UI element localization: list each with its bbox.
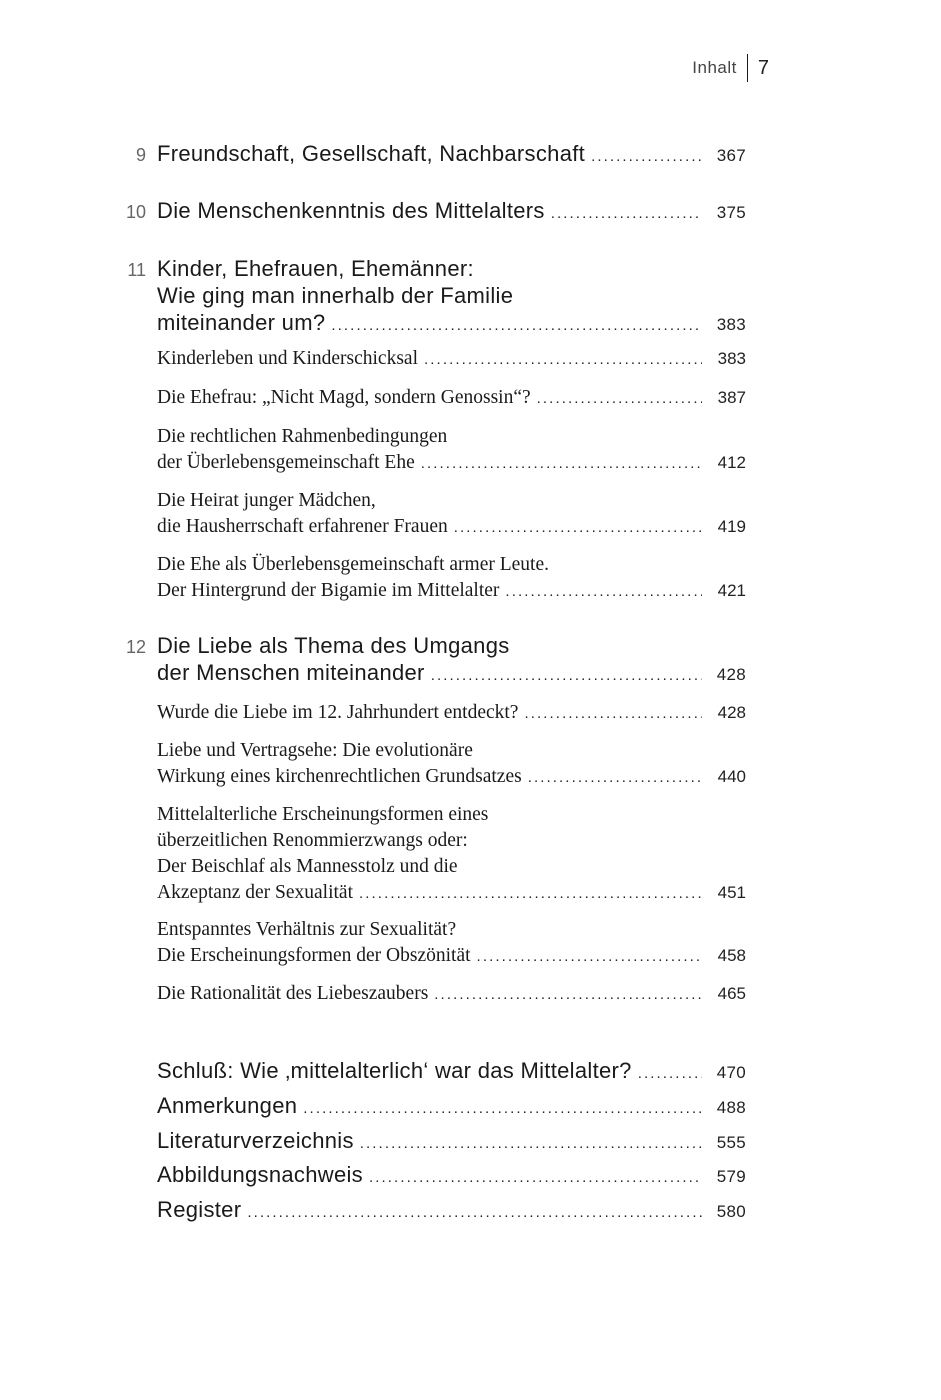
entry-page-number: 419	[717, 517, 746, 536]
entry-page-number: 375	[716, 203, 746, 222]
toc-chapter-entry[interactable]	[157, 1196, 746, 1226]
entry-title-line: miteinander um?	[157, 310, 326, 335]
entry-title-line: Kinder, Ehefrauen, Ehemänner:	[157, 256, 474, 281]
dot-leader	[434, 982, 702, 1008]
entry-title	[157, 1161, 746, 1191]
entry-last-line	[157, 309, 746, 339]
toc-chapter-entry[interactable]	[157, 1057, 746, 1087]
toc-section-entry[interactable]	[157, 424, 746, 477]
toc-chapter-entry[interactable]	[135, 140, 746, 170]
entry-last-line	[157, 140, 746, 170]
entry-title-line: der Überlebensgemeinschaft Ehe	[157, 452, 415, 473]
entry-title	[157, 700, 746, 727]
entry-page-number: 458	[717, 946, 746, 965]
toc-section-entry[interactable]	[157, 488, 746, 541]
entry-title-line: die Hausherrschaft erfahrener Frauen	[157, 516, 448, 537]
entry-title-line: Anmerkungen	[157, 1093, 298, 1118]
dot-leader	[303, 1095, 702, 1122]
entry-title	[157, 197, 746, 227]
chapter-number: 10	[125, 202, 146, 222]
entry-last-line	[157, 197, 746, 227]
dot-leader	[638, 1060, 702, 1087]
toc-section-entry[interactable]	[157, 552, 746, 605]
running-head-title: Inhalt	[692, 58, 737, 77]
entry-last-line	[157, 385, 746, 412]
toc-section-entry[interactable]	[157, 385, 746, 412]
entry-title-line: überzeitlichen Renommierzwangs oder:	[157, 830, 468, 851]
toc-section-entry[interactable]	[157, 700, 746, 727]
entry-title	[157, 1057, 746, 1087]
entry-title-line: Die rechtlichen Rahmenbedingungen	[157, 426, 448, 447]
entry-last-line	[157, 346, 746, 373]
entry-title-line: Entspanntes Verhältnis zur Sexualität?	[157, 919, 457, 940]
entry-page-number: 579	[716, 1167, 746, 1186]
entry-title	[157, 802, 746, 907]
entry-page-number: 555	[716, 1133, 746, 1152]
dot-leader	[524, 701, 702, 727]
toc-chapter-entry[interactable]	[157, 1092, 746, 1122]
toc-chapter-entry[interactable]	[127, 255, 746, 339]
toc-section-entry[interactable]	[157, 738, 746, 791]
entry-title	[157, 140, 746, 170]
entry-page-number: 465	[717, 984, 746, 1003]
dot-leader	[421, 451, 702, 477]
entry-title-line: Liebe und Vertragsehe: Die evolutionäre	[157, 740, 473, 761]
toc-chapter-entry[interactable]	[125, 632, 746, 689]
entry-title	[157, 917, 746, 970]
entry-title-line: Die Menschenkenntnis des Mittelalters	[157, 198, 545, 223]
entry-page-number: 383	[717, 349, 746, 368]
chapter-number: 11	[127, 260, 146, 280]
entry-last-line	[157, 700, 746, 727]
entry-page-number: 440	[717, 767, 746, 786]
entry-page-number: 421	[717, 581, 746, 600]
entry-title-line: Literaturverzeichnis	[157, 1128, 354, 1153]
entry-page-number: 451	[717, 883, 746, 902]
dot-leader	[247, 1199, 702, 1226]
entry-last-line	[157, 1127, 746, 1157]
toc-section-entry[interactable]	[157, 981, 746, 1008]
entry-title	[157, 255, 746, 339]
entry-title-line: Die Erscheinungsformen der Obszönität	[157, 945, 471, 966]
entry-title-line: Mittelalterliche Erscheinungsformen eines	[157, 804, 489, 825]
entry-last-line	[157, 943, 746, 970]
entry-title	[157, 1196, 746, 1226]
entry-title-line: Wie ging man innerhalb der Familie	[157, 283, 514, 308]
entry-page-number: 488	[716, 1098, 746, 1117]
toc-chapter-entry[interactable]	[157, 1127, 746, 1157]
entry-last-line	[157, 1196, 746, 1226]
entry-last-line	[157, 450, 746, 477]
entry-title-line: Der Hintergrund der Bigamie im Mittelalter	[157, 580, 500, 601]
entry-title-line: Die Heirat junger Mädchen,	[157, 490, 376, 511]
running-head	[692, 54, 769, 82]
entry-page-number: 428	[716, 665, 746, 684]
entry-title	[157, 424, 746, 477]
entry-title-line: Die Ehe als Überlebensgemeinschaft armer Leute.	[157, 554, 549, 575]
dot-leader	[537, 386, 702, 412]
entry-page-number: 470	[716, 1063, 746, 1082]
entry-last-line	[157, 764, 746, 791]
toc-section-entry[interactable]	[157, 802, 746, 907]
entry-title-line: Abbildungsnachweis	[157, 1162, 363, 1187]
chapter-number: 9	[135, 145, 146, 165]
entry-last-line	[157, 1057, 746, 1087]
entry-title	[157, 1127, 746, 1157]
entry-title-line: Register	[157, 1197, 242, 1222]
entry-title-line: Kinderleben und Kinderschicksal	[157, 348, 419, 369]
entry-title-line: Freundschaft, Gesellschaft, Nachbarschaft	[157, 141, 586, 166]
entry-last-line	[157, 880, 746, 907]
entry-title-line: Akzeptanz der Sexualität	[157, 882, 353, 903]
chapter-number: 12	[125, 637, 146, 657]
entry-title	[157, 632, 746, 689]
entry-title	[157, 738, 746, 791]
entry-page-number: 367	[716, 146, 746, 165]
dot-leader	[369, 1164, 702, 1191]
dot-leader	[331, 312, 702, 339]
entry-last-line	[157, 659, 746, 689]
dot-leader	[431, 662, 702, 689]
entry-last-line	[157, 1161, 746, 1191]
entry-title	[157, 1092, 746, 1122]
entry-last-line	[157, 578, 746, 605]
entry-title	[157, 552, 746, 605]
dot-leader	[359, 881, 702, 907]
toc-section-entry[interactable]	[157, 917, 746, 970]
dot-leader	[551, 200, 702, 227]
entry-page-number: 383	[716, 315, 746, 334]
dot-leader	[505, 579, 702, 605]
entry-title	[157, 346, 746, 373]
entry-title-line: Der Beischlaf als Mannesstolz und die	[157, 856, 458, 877]
entry-title	[157, 488, 746, 541]
entry-title-line: Wirkung eines kirchenrechtlichen Grundsatzes	[157, 766, 522, 787]
entry-page-number: 580	[716, 1202, 746, 1221]
entry-last-line	[157, 981, 746, 1008]
entry-title-line: Die Liebe als Thema des Umgangs	[157, 633, 510, 658]
entry-last-line	[157, 1092, 746, 1122]
dot-leader	[360, 1130, 702, 1157]
toc-section-entry[interactable]	[157, 346, 746, 373]
toc-chapter-entry[interactable]	[157, 1161, 746, 1191]
entry-last-line	[157, 514, 746, 541]
entry-title-line: Die Rationalität des Liebeszaubers	[157, 983, 429, 1004]
entry-title-line: Die Ehefrau: „Nicht Magd, sondern Genossin“?	[157, 387, 531, 408]
entry-title	[157, 385, 746, 412]
entry-page-number: 387	[717, 388, 746, 407]
entry-page-number: 428	[717, 703, 746, 722]
entry-title-line: Wurde die Liebe im 12. Jahrhundert entdeckt?	[157, 702, 519, 723]
dot-leader	[477, 944, 702, 970]
toc-chapter-entry[interactable]	[125, 197, 746, 227]
page-number: 7	[757, 56, 769, 79]
entry-title-line: Schluß: Wie ‚mittelalterlich‘ war das Mittelalter?	[157, 1058, 632, 1083]
entry-title-line: der Menschen miteinander	[157, 660, 425, 685]
dot-leader	[424, 347, 702, 373]
dot-leader	[454, 515, 702, 541]
dot-leader	[528, 765, 702, 791]
entry-title	[157, 981, 746, 1008]
dot-leader	[591, 143, 702, 170]
entry-page-number: 412	[717, 453, 746, 472]
